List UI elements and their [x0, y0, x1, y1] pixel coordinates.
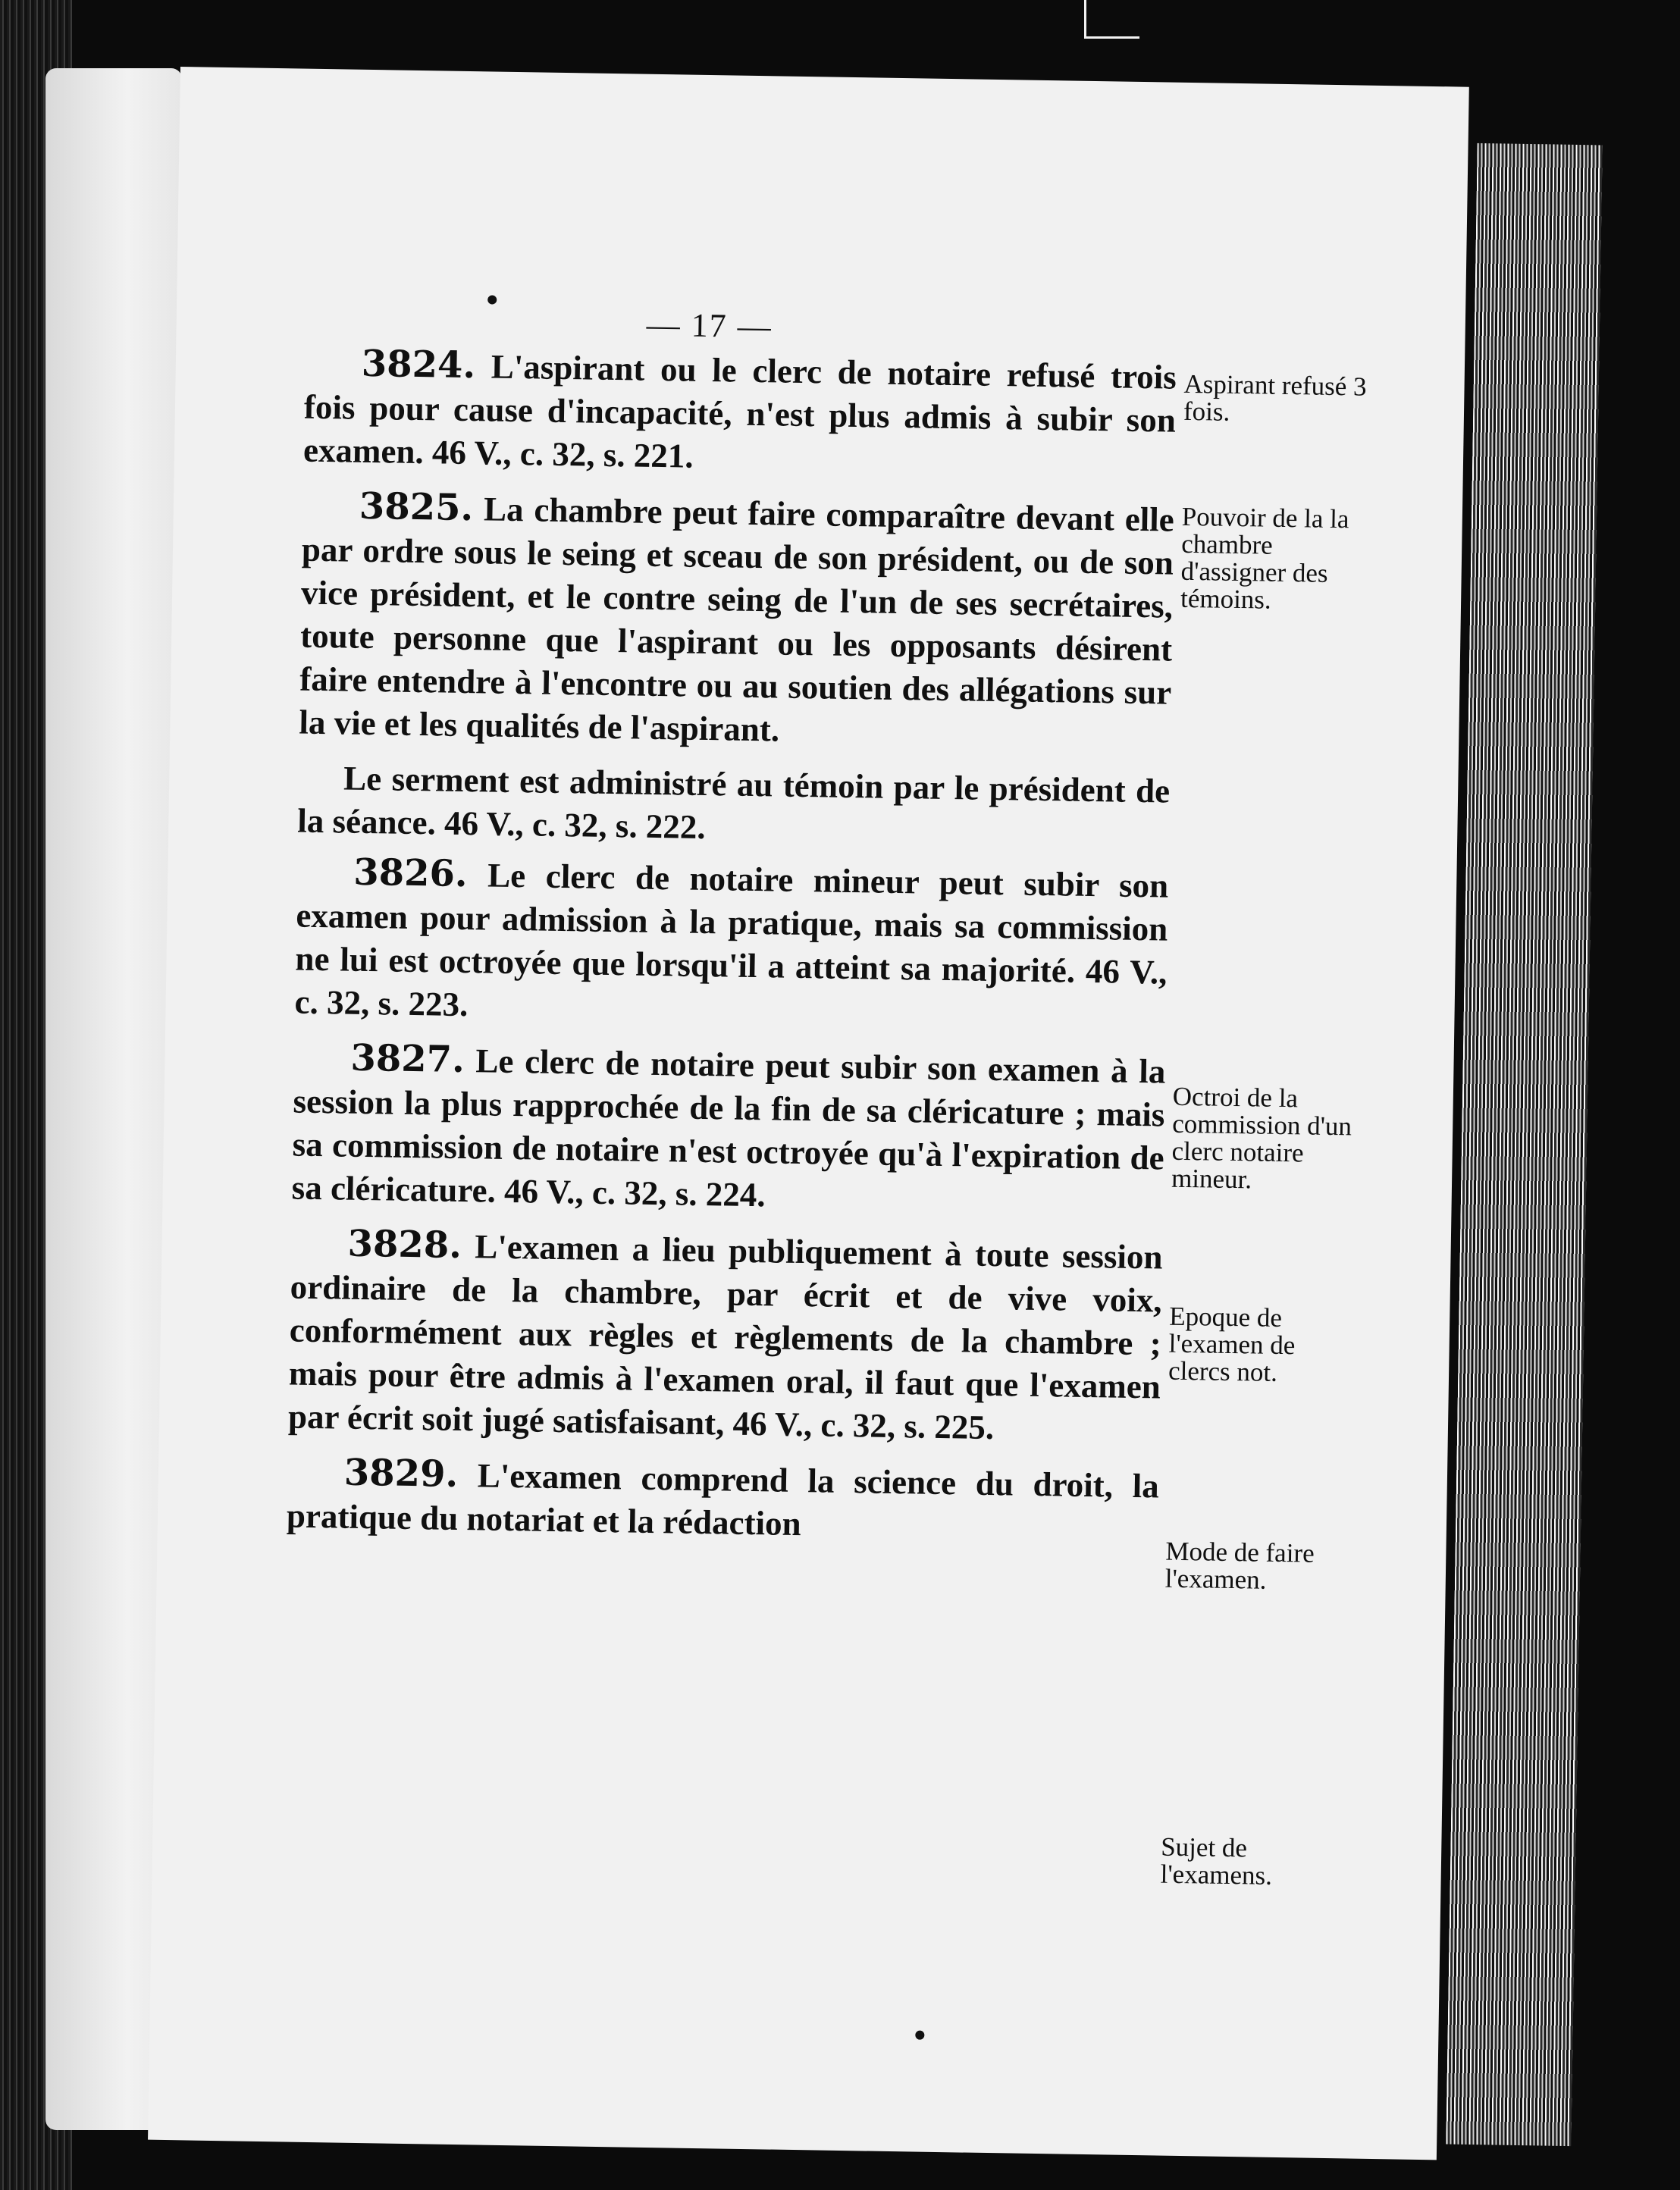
- margin-note-3829: Sujet de l'examens.: [1160, 1831, 1273, 1891]
- ink-speck: [915, 2031, 924, 2040]
- article-number: 3828.: [347, 1222, 462, 1267]
- article-text: L'aspirant ou le clerc de notaire refusé trois fois pour cause d'incapacité, n'est plus admis à subir son examen. 46 V., c. 32, s. 221.: [302, 347, 1177, 475]
- margin-notes-column: [1160, 356, 1374, 1891]
- margin-note-3828: Mode de faire l'examen.: [1164, 1536, 1315, 1595]
- article-3827: [291, 1036, 1165, 1223]
- page-number: — 17 —: [646, 305, 773, 346]
- article-text: L'examen a lieu publiquement à toute session ordinaire de la chambre, par écrit et de vive voix, conformément aux règles et règlements de la chambre ; mais pour être admis à l'examen oral, il faut que l'examen par écrit soit jugé satisfaisant, 46 V., c. 32, s. 225.: [287, 1227, 1163, 1447]
- margin-note-3827: Epoque de l'examen de clercs not.: [1168, 1301, 1296, 1387]
- article-text: Le clerc de notaire mineur peut subir son examen pour admission à la pratique, mais sa commission ne lui est octroyée que lorsqu'il a atteint sa majorité. 46 V., c. 32, s. 223.: [294, 856, 1169, 1024]
- margin-note-3824: Aspirant refusé 3 fois.: [1183, 368, 1367, 427]
- page-stack-fore-edge: [1446, 143, 1602, 2146]
- article-3825: [299, 484, 1174, 758]
- article-number: 3826.: [353, 851, 469, 896]
- ink-speck: [487, 295, 497, 304]
- margin-note-3825: Pouvoir de la la chambre d'assigner des témoins.: [1180, 501, 1349, 615]
- article-3825-continuation: Le serment est administré au témoin par le président de la séance. 46 V., c. 32, s. 222.: [297, 759, 1171, 847]
- margin-note-3826: Octroi de la commission d'un clerc notaire mineur.: [1171, 1081, 1352, 1195]
- main-text-column: [286, 342, 1177, 1564]
- article-text: L'examen comprend la science du droit, la pratique du notariat et la rédaction: [286, 1456, 1160, 1543]
- book-page: [148, 67, 1469, 2160]
- article-text: La chambre peut faire comparaître devant elle par ordre sous le seing et sceau de son président, ou de son vice président, et le contre seing de l'un de ses secrétaires, toute personne que l'aspirant ou les opposants désirent faire entendre à l'encontre ou au soutien des allégations sur la vie et les qualités de l'aspirant.: [299, 490, 1175, 749]
- article-number: 3825.: [359, 484, 474, 530]
- article-3829: [287, 1450, 1160, 1551]
- article-3824: [303, 342, 1177, 486]
- article-number: 3829.: [343, 1451, 459, 1496]
- article-3828: [288, 1221, 1163, 1452]
- article-number: 3827.: [350, 1036, 465, 1082]
- article-text: Le clerc de notaire peut subir son examen à la session la plus rapprochée de la fin de sa cléricature ; mais sa commission de notaire n'est octroyée qu'à l'expiration de sa cléricature. 46 V., c. 32, s. 224.: [291, 1042, 1166, 1214]
- article-number: 3824.: [361, 342, 476, 387]
- article-3826: [294, 851, 1168, 1038]
- scan-corner-mark: [1084, 0, 1139, 39]
